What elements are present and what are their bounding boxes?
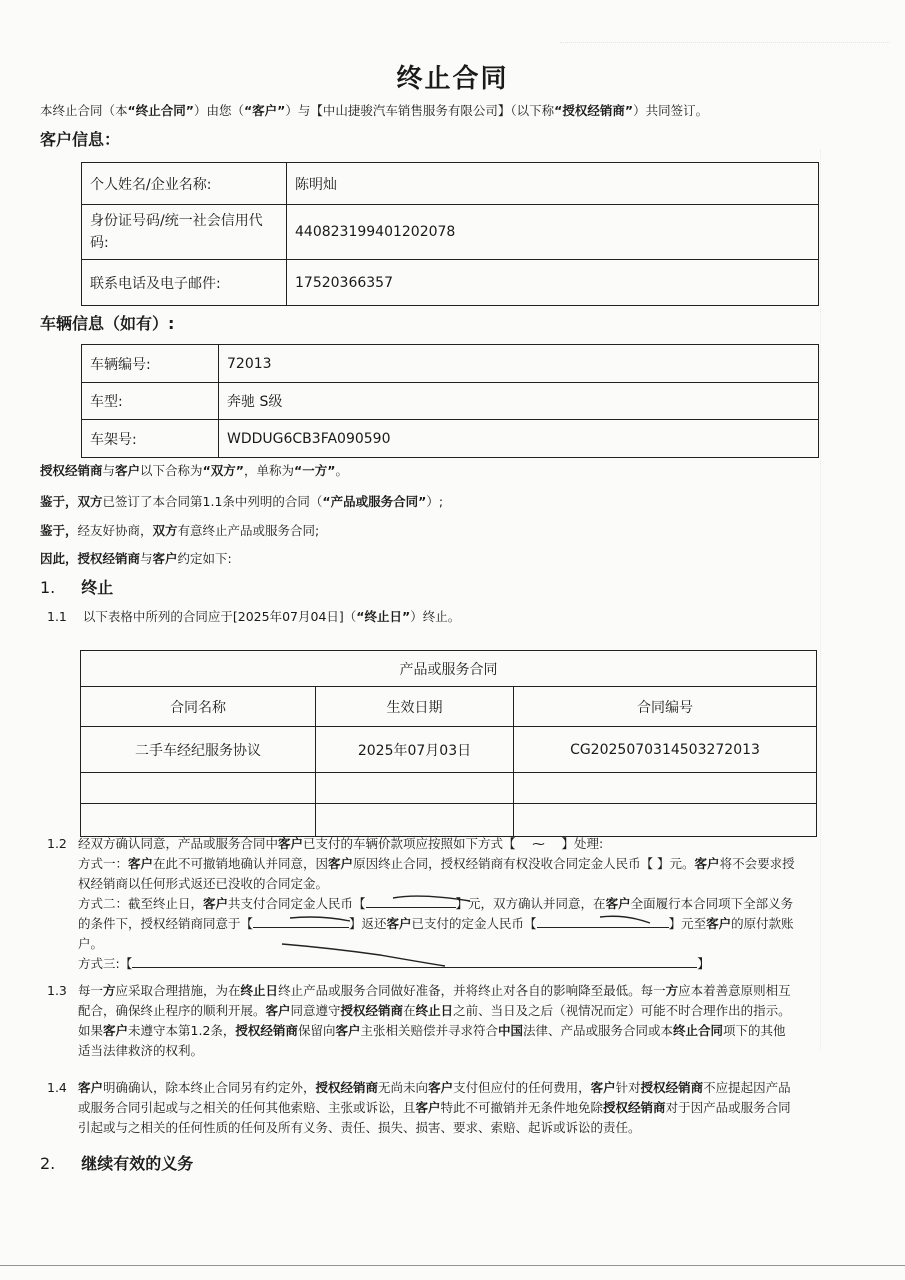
clause-1-3-line-3: 如果客户未遵守本第1.2条，授权经销商保留向客户主张相关赔偿并寻求符合中国法律、产品或服务合同或本终止合同项下的其他 xyxy=(78,1023,786,1038)
column-header: 生效日期 xyxy=(316,687,514,727)
customer-value: 陈明灿 xyxy=(287,163,819,205)
vehicle-value: 奔驰 S级 xyxy=(219,383,819,420)
vehicle-value: WDDUG6CB3FA090590 xyxy=(219,420,819,458)
clause-1-2-method-1: 方式一：客户在此不可撤销地确认并同意，因客户原因终止合同，授权经销商有权没收合同定金人民币【 】元。客户将不会要求授 xyxy=(78,856,795,871)
column-header: 合同名称 xyxy=(81,687,316,727)
vehicle-label: 车辆编号: xyxy=(82,345,219,383)
clause-1-1: 1.1 以下表格中所列的合同应于[2025年07月04日]（“终止日”）终止。 xyxy=(47,609,461,624)
clause-1-2-method-2-end: 户。 xyxy=(78,936,104,951)
clause-1-2-number: 1.2 xyxy=(47,836,67,851)
clause-1-2-method-1-cont: 权经销商以任何形式返还已没收的合同定金。 xyxy=(78,876,329,891)
contracts-table-title: 产品或服务合同 xyxy=(81,651,817,687)
clause-1-3-line-1: 每一方应采取合理措施，为在终止日终止产品或服务合同做好准备，并将终止对各自的影响降至最低。每一方应本着善意原则相互 xyxy=(78,983,791,998)
customer-info-heading: 客户信息： xyxy=(40,130,121,149)
vehicle-label: 车架号: xyxy=(82,420,219,458)
clause-1-2-method-2: 方式二：截至终止日，客户共支付合同定金人民币【 】元，双方确认并同意，在客户全面履行本合同项下全部义务 xyxy=(78,896,794,911)
scan-edge-line xyxy=(0,1265,905,1266)
clause-1-4-line-3: 引起或与之相关的任何性质的任何及所有义务、责任、损失、损害、要求、索赔、起诉或诉讼的责任。 xyxy=(78,1120,641,1135)
whereas-clause-1: 鉴于，双方已签订了本合同第1.1条中列明的合同（“产品或服务合同”）; xyxy=(40,494,444,509)
clause-1-3-line-4: 适当法律救济的权利。 xyxy=(78,1043,204,1058)
section-1-heading: 1. 终止 xyxy=(40,578,114,597)
whereas-clause-2: 鉴于，经友好协商，双方有意终止产品或服务合同; xyxy=(40,523,320,538)
contract-number: CG2025070314503272013 xyxy=(514,727,817,773)
clause-1-3-number: 1.3 xyxy=(47,983,67,998)
parties-definition: 授权经销商与客户以下合称为“双方”，单称为“一方”。 xyxy=(40,463,348,478)
vehicle-label: 车型: xyxy=(82,383,219,420)
customer-label: 身份证号码/统一社会信用代码: xyxy=(82,205,287,260)
contract-name: 二手车经纪服务协议 xyxy=(81,727,316,773)
clause-1-4-line-1: 客户明确确认，除本终止合同另有约定外，授权经销商无尚未向客户支付但应付的任何费用，客户针对授权经销商不应提起因产品 xyxy=(78,1080,791,1095)
intro-paragraph: 本终止合同（本“终止合同”）由您（“客户”）与【中山捷骏汽车销售服务有限公司】（以下称“授权经销商”）共同签订。 xyxy=(40,103,709,118)
document-title: 终止合同 xyxy=(396,64,509,94)
customer-value: 17520366357 xyxy=(287,260,819,306)
customer-label: 个人姓名/企业名称: xyxy=(82,163,287,205)
clause-1-4-number: 1.4 xyxy=(47,1080,67,1095)
vehicle-value: 72013 xyxy=(219,345,819,383)
customer-value: 440823199401202078 xyxy=(287,205,819,260)
column-header: 合同编号 xyxy=(514,687,817,727)
customer-label: 联系电话及电子邮件: xyxy=(82,260,287,306)
clause-1-2-lead: 经双方确认同意，产品或服务合同中客户已支付的车辆价款项应按照如下方式【 ⁓ 】处理: xyxy=(78,833,868,854)
section-2-heading: 2. 继续有效的义务 xyxy=(40,1154,194,1173)
therefore-clause: 因此，授权经销商与客户约定如下: xyxy=(40,551,232,566)
handwritten-mark: ⁓ xyxy=(532,836,545,851)
clause-1-2-method-2-cont: 的条件下，授权经销商同意于【 】返还客户已支付的定金人民币【 】元至客户的原付款账 xyxy=(78,916,794,931)
clause-1-4-line-2: 或服务合同引起或与之相关的任何其他索赔、主张或诉讼，且客户特此不可撤销并无条件地免除授权经销商对于因产品或服务合同 xyxy=(78,1100,791,1115)
clause-1-3-line-2: 配合，确保终止程序的顺利开展。客户同意遵守授权经销商在终止日之前、当日及之后（视情况而定）可能不时合理作出的指示。 xyxy=(78,1003,791,1018)
vehicle-info-heading: 车辆信息（如有）: xyxy=(40,314,175,333)
contract-date: 2025年07月03日 xyxy=(316,727,514,773)
clause-1-2-method-3: 方式三:【 】 xyxy=(78,956,710,971)
